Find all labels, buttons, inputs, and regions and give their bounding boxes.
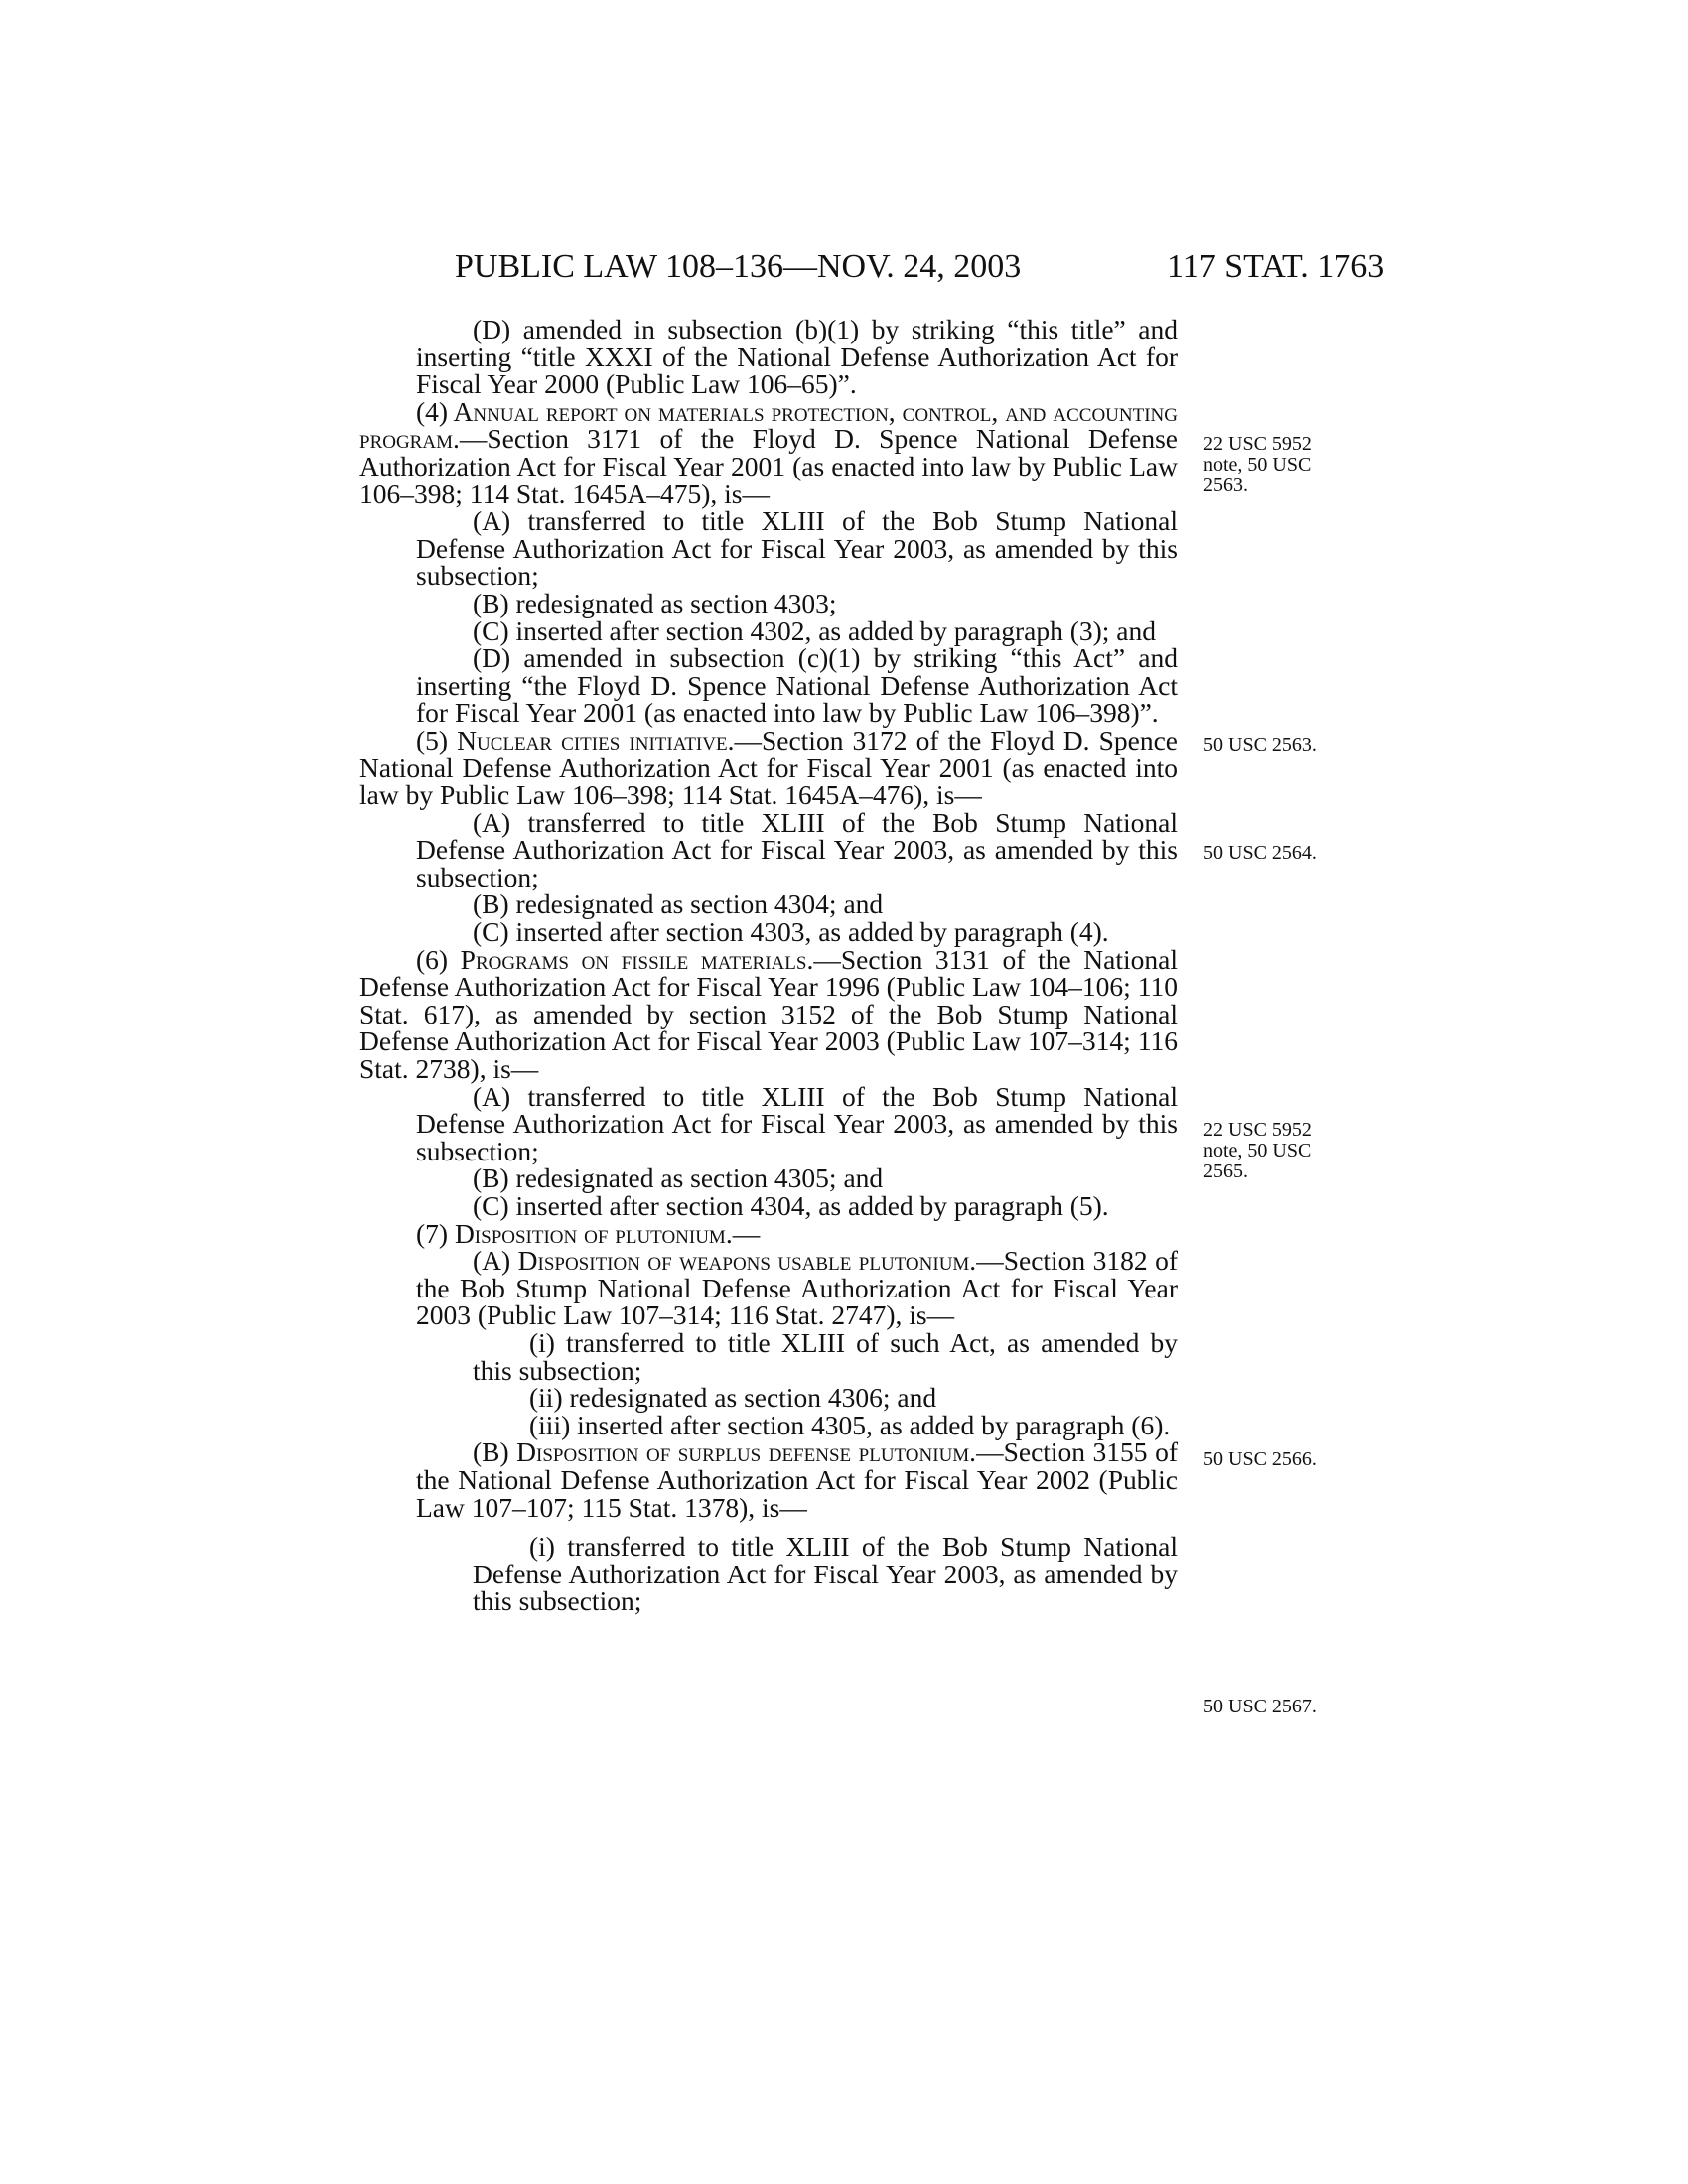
paragraph-heading: (7) Disposition of plutonium. bbox=[416, 1217, 733, 1249]
paragraph-6a: (A) transferred to title XLIII of the Bob Stump National Defense Authorization Act for Fiscal Year 2003, as amended by this subsection; bbox=[416, 1080, 1178, 1166]
margin-note: 50 USC 2567. bbox=[1203, 1696, 1317, 1717]
paragraph-4c: (C) inserted after section 4302, as added by paragraph (3); and bbox=[473, 614, 1157, 646]
paragraph-heading: (6) Programs on fissile materials. bbox=[416, 943, 814, 975]
paragraph-6b: (B) redesignated as section 4305; and bbox=[473, 1162, 884, 1194]
header-page-ref: 117 STAT. 1763 bbox=[1167, 248, 1385, 285]
paragraph-6c: (C) inserted after section 4304, as added by paragraph (5). bbox=[473, 1190, 1109, 1221]
paragraph-4: (4) Annual report on materials protection, control, and accounting program.—Section 3171 of the Floyd D. Spence National Defense Authorization Act for Fiscal Year 2001 (as enacted into law by Public Law 106–398; 114 Stat. 1645A–475), is— bbox=[359, 395, 1178, 509]
body-text bbox=[359, 316, 1178, 1615]
paragraph-5b: (B) redesignated as section 4304; and bbox=[473, 888, 884, 920]
paragraph-4d: (D) amended in subsection (c)(1) by striking “this Act” and inserting “the Floyd D. Spence National Defense Authorization Act for Fiscal Year 2001 (as enacted into law by Public Law 106–398)”. bbox=[416, 642, 1178, 729]
margin-note: 50 USC 2566. bbox=[1203, 1448, 1317, 1470]
paragraph-3d: (D) amended in subsection (b)(1) by striking “this title” and inserting “title XXXI of the National Defense Authorization Act for Fiscal Year 2000 (Public Law 106–65)”. bbox=[416, 314, 1178, 400]
paragraph-6: (6) Programs on fissile materials.—Section 3131 of the National Defense Authorization Act for Fiscal Year 1996 (Public Law 104–106; 110 Stat. 617), as amended by section 3152 of the Bob Stump National Defense Authorization Act for Fiscal Year 2003 (Public Law 107–314; 116 Stat. 2738), is— bbox=[359, 943, 1178, 1085]
paragraph-5a: (A) transferred to title XLIII of the Bob Stump National Defense Authorization Act for Fiscal Year 2003, as amended by this subsection; bbox=[416, 806, 1178, 892]
paragraph-7a-ii: (ii) redesignated as section 4306; and bbox=[529, 1382, 937, 1414]
page-header bbox=[0, 248, 1688, 288]
paragraph-4b: (B) redesignated as section 4303; bbox=[473, 587, 837, 618]
paragraph-5c: (C) inserted after section 4303, as added by paragraph (4). bbox=[473, 916, 1109, 948]
paragraph-heading: (B) Disposition of surplus defense plutonium. bbox=[473, 1436, 977, 1468]
paragraph-7b-i: (i) transferred to title XLIII of the Bob Stump National Defense Authorization Act for Fiscal Year 2003, as amended by this subsection; bbox=[473, 1531, 1178, 1617]
paragraph-7a-iii: (iii) inserted after section 4305, as added by paragraph (6). bbox=[529, 1409, 1171, 1440]
paragraph-7b: (B) Disposition of surplus defense plutonium.—Section 3155 of the National Defense Authorization Act for Fiscal Year 2002 (Public Law 107–107; 115 Stat. 1378), is— bbox=[416, 1436, 1178, 1523]
paragraph-7a: (A) Disposition of weapons usable plutonium.—Section 3182 of the Bob Stump National Defense Authorization Act for Fiscal Year 2003 (Public Law 107–314; 116 Stat. 2747), is— bbox=[416, 1245, 1178, 1331]
paragraph-heading: (A) Disposition of weapons usable plutonium. bbox=[473, 1245, 977, 1277]
paragraph-5: (5) Nuclear cities initiative.—Section 3172 of the Floyd D. Spence National Defense Authorization Act for Fiscal Year 2001 (as enacted into law by Public Law 106–398; 114 Stat. 1645A–476), is— bbox=[359, 724, 1178, 811]
paragraph-heading: (5) Nuclear cities initiative. bbox=[416, 724, 735, 755]
header-title: PUBLIC LAW 108–136—NOV. 24, 2003 bbox=[455, 248, 1022, 285]
paragraph-7a-i: (i) transferred to title XLIII of such Act, as amended by this subsection; bbox=[473, 1326, 1178, 1386]
paragraph-4a: (A) transferred to title XLIII of the Bob Stump National Defense Authorization Act for Fiscal Year 2003, as amended by this subsection; bbox=[416, 505, 1178, 592]
margin-note: 22 USC 5952 note, 50 USC 2565. bbox=[1203, 1119, 1312, 1182]
paragraph-heading: (4) Annual report on materials protection, control, and accounting program. bbox=[359, 395, 1178, 455]
margin-note: 22 USC 5952 note, 50 USC 2563. bbox=[1203, 433, 1312, 496]
margin-note: 50 USC 2564. bbox=[1203, 842, 1317, 864]
margin-note: 50 USC 2563. bbox=[1203, 734, 1317, 755]
paragraph-7: (7) Disposition of plutonium.— bbox=[416, 1217, 761, 1249]
